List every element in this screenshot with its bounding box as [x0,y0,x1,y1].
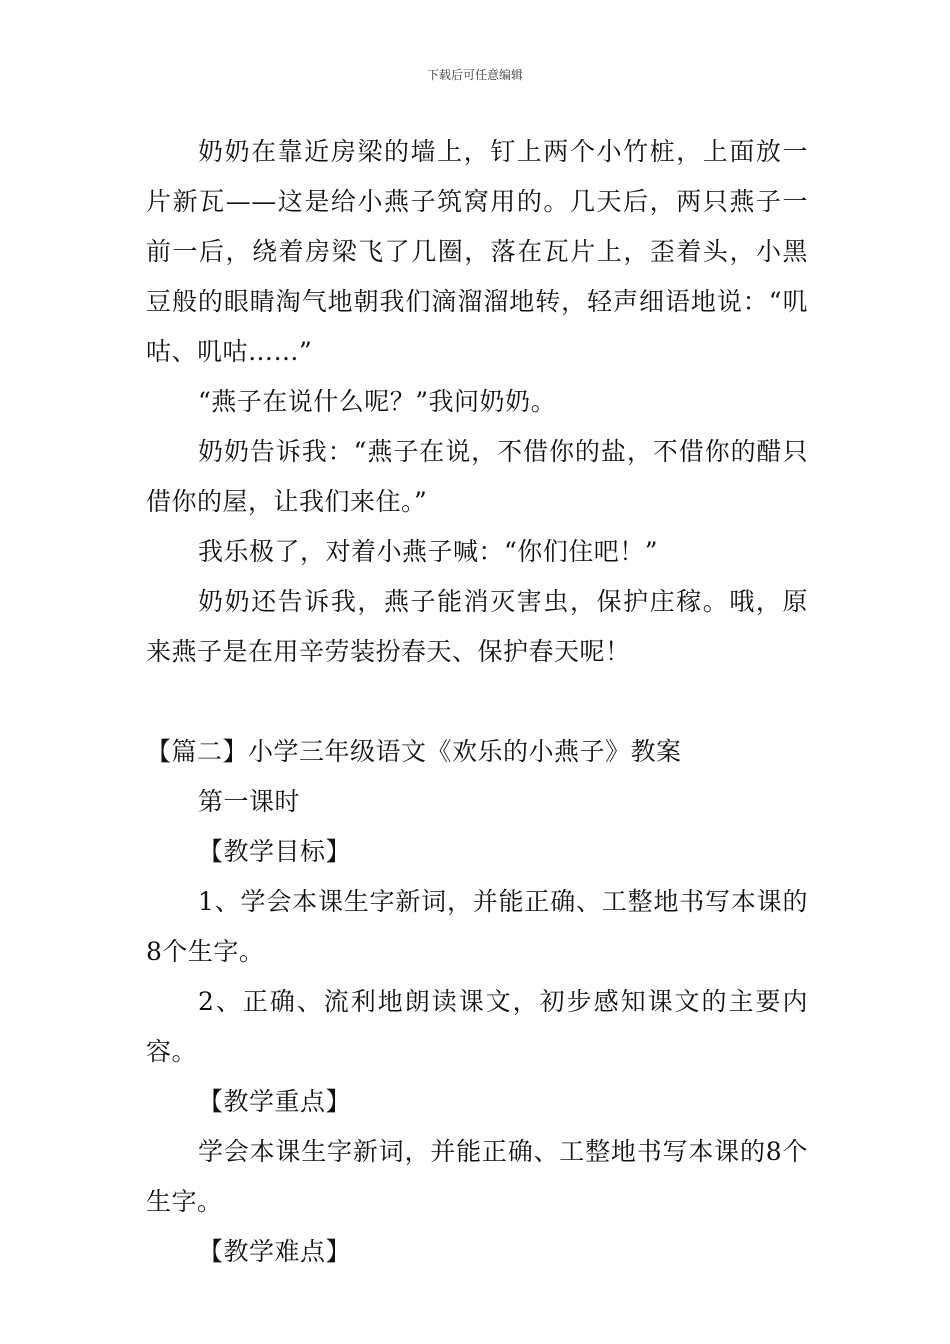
key-heading: 【教学重点】 [198,1087,352,1116]
story-paragraph: 奶奶告诉我：“燕子在说，不借你的盐，不借你的醋只借你的屋，让我们来住。” [146,437,808,516]
difficulty-heading: 【教学难点】 [198,1237,352,1266]
key-text: 学会本课生字新词，并能正确、工整地书写本课的8个生字。 [146,1137,808,1216]
section-gap [146,677,808,727]
story-paragraph: 奶奶在靠近房梁的墙上，钉上两个小竹桩，上面放一片新瓦——这是给小燕子筑窝用的。几天后，两只燕子一前一后，绕着房梁飞了几圈，落在瓦片上，歪着头，小黑豆般的眼睛淘气地朝我们滴溜溜地转，轻声细语地说：“叽咕、叽咕……” [146,137,808,366]
story-paragraph: “燕子在说什么呢？”我问奶奶。 [198,387,557,416]
goal-item: 2、正确、流利地朗读课文，初步感知课文的主要内容。 [146,987,808,1066]
lesson-period: 第一课时 [198,787,301,816]
goal-item: 1、学会本课生字新词，并能正确、工整地书写本课的8个生字。 [146,887,808,966]
page-header-note: 下载后可任意编辑 [426,68,523,82]
section-title: 【篇二】小学三年级语文《欢乐的小燕子》教案 [146,737,682,766]
goals-heading: 【教学目标】 [198,837,352,866]
document-body [146,127,808,1277]
story-paragraph: 我乐极了，对着小燕子喊：“你们住吧！” [198,537,659,566]
story-paragraph: 奶奶还告诉我，燕子能消灭害虫，保护庄稼。哦，原来燕子是在用辛劳装扮春天、保护春天呢！ [146,587,808,666]
